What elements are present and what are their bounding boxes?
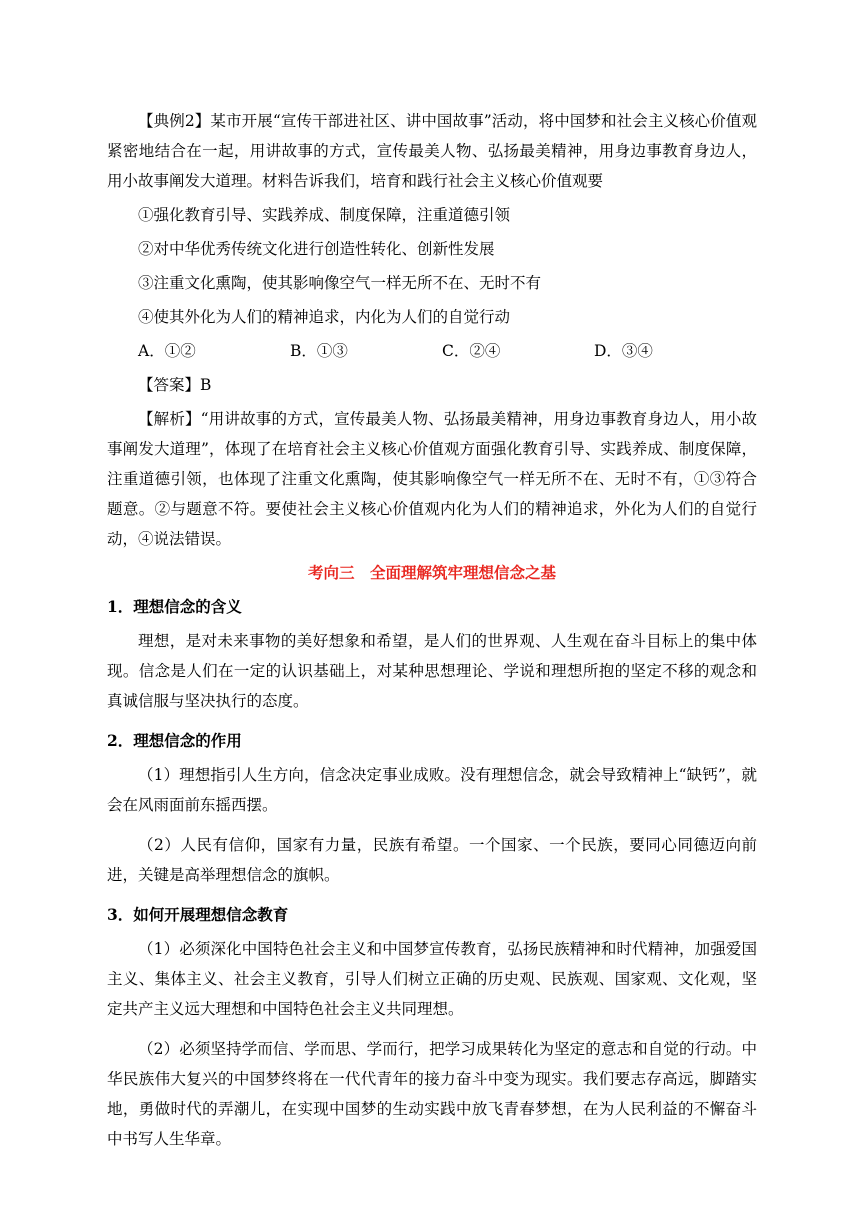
statement-1: ①强化教育引导、实践养成、制度保障，注重道德引领	[138, 206, 511, 224]
topic2-point-1: （1）理想指引人生方向，信念决定事业成败。没有理想信念，就会导致精神上“缺钙”，就会在风雨面前东摇西摆。	[107, 766, 757, 814]
topic3-heading: 3．如何开展理想信念教育	[107, 905, 289, 924]
answer-options	[107, 336, 757, 366]
section-title: 考向三 全面理解筑牢理想信念之基	[307, 563, 556, 582]
option-d: D．③④	[594, 342, 653, 360]
topic2-heading: 2．理想信念的作用	[107, 731, 242, 750]
analysis-paragraph: 【解析】“用讲故事的方式，宣传最美人物、弘扬最美精神，用身边事教育身边人，用小故事阐发大道理”，体现了在培育社会主义核心价值观方面强化教育引导、实践养成、制度保障，注重道德引领，也体现了注重文化熏陶，使其影响像空气一样无所不在、无时不有，①③符合题意。②与题意不符。要使社会主义核心价值观内化为人们的精神追求，外化为人们的自觉行动，④说法错误。	[107, 410, 757, 548]
topic3-point-1: （1）必须深化中国特色社会主义和中国梦宣传教育，弘扬民族精神和时代精神，加强爱国主义、集体主义、社会主义教育，引导人们树立正确的历史观、民族观、国家观、文化观，坚定共产主义远大理想和中国特色社会主义共同理想。	[107, 940, 757, 1018]
option-b: B．①③	[290, 342, 348, 360]
option-a: A．①②	[138, 342, 196, 360]
statement-4: ④使其外化为人们的精神追求，内化为人们的自觉行动	[138, 308, 511, 326]
answer-line: 【答案】B	[138, 376, 212, 394]
topic1-heading: 1．理想信念的含义	[107, 597, 242, 616]
topic2-point-2: （2）人民有信仰，国家有力量，民族有希望。一个国家、一个民族，要同心同德迈向前进，关键是高举理想信念的旗帜。	[107, 836, 757, 884]
document-page	[107, 106, 757, 1154]
example-question: 【典例2】某市开展“宣传干部进社区、讲中国故事”活动，将中国梦和社会主义核心价值观紧密地结合在一起，用讲故事的方式，宣传最美人物、弘扬最美精神，用身边事教育身边人，用小故事阐发大道理。材料告诉我们，培育和践行社会主义核心价值观要	[107, 112, 757, 190]
statement-2: ②对中华优秀传统文化进行创造性转化、创新性发展	[138, 240, 495, 258]
option-c: C．②④	[442, 342, 501, 360]
statement-3: ③注重文化熏陶，使其影响像空气一样无所不在、无时不有	[138, 274, 542, 292]
topic1-text: 理想，是对未来事物的美好想象和希望，是人们的世界观、人生观在奋斗目标上的集中体现。信念是人们在一定的认识基础上，对某种思想理论、学说和理想所抱的坚定不移的观念和真诚信服与坚决执行的态度。	[107, 632, 757, 710]
topic3-point-2: （2）必须坚持学而信、学而思、学而行，把学习成果转化为坚定的意志和自觉的行动。中华民族伟大复兴的中国梦终将在一代代青年的接力奋斗中变为现实。我们要志存高远，脚踏实地，勇做时代的弄潮儿，在实现中国梦的生动实践中放飞青春梦想，在为人民利益的不懈奋斗中书写人生华章。	[107, 1040, 757, 1148]
